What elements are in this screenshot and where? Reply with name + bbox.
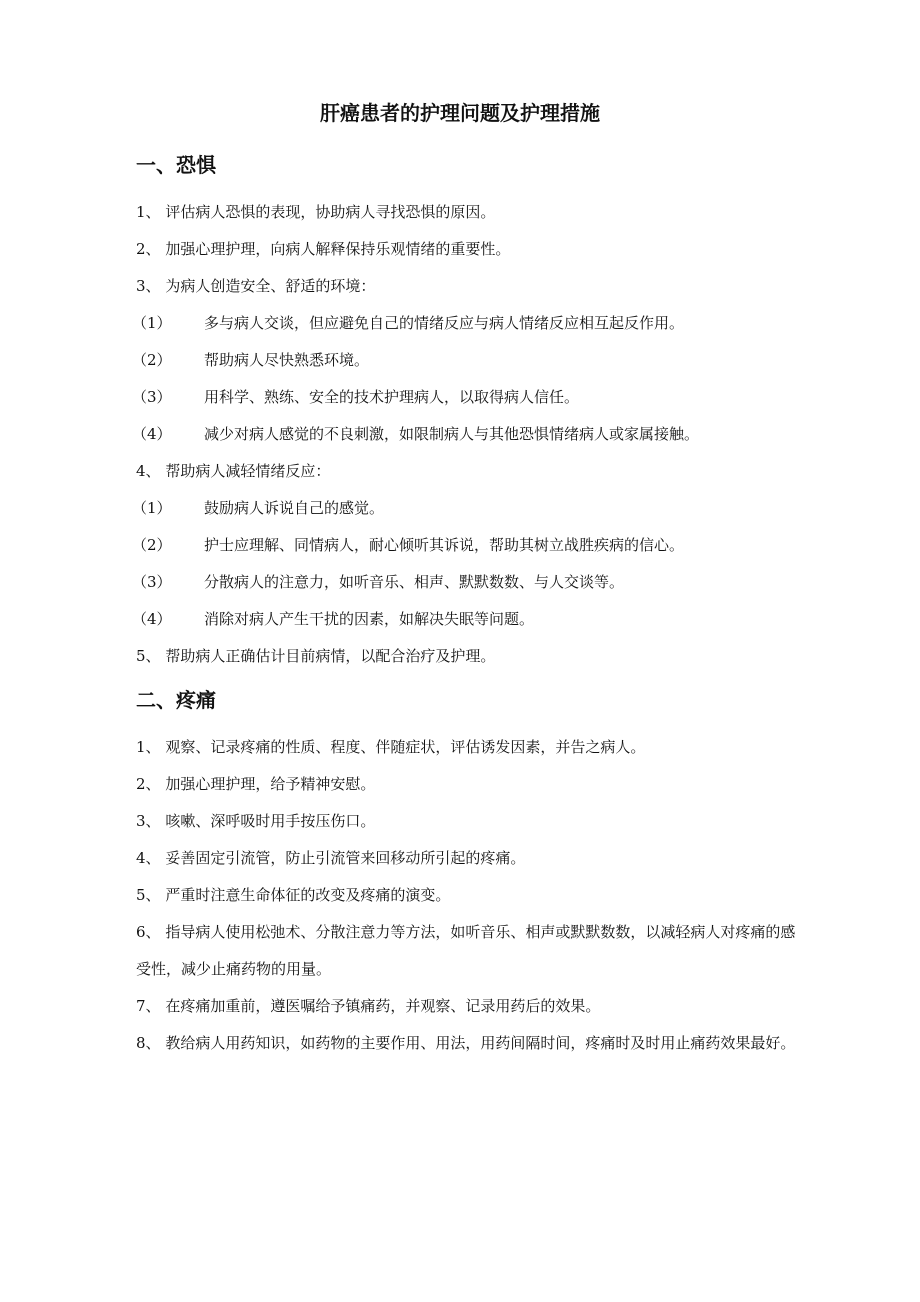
list-item [136,914,800,988]
item-number: 2、 [136,775,161,793]
item-number: 3、 [136,812,161,830]
item-number: 7、 [136,997,161,1015]
sub-item-number: （1） [132,314,172,332]
list-item [136,638,800,675]
list-item [136,1025,800,1062]
list-item [136,268,800,305]
sub-item-text: 帮助病人尽快熟悉环境。 [204,351,370,369]
sub-item-text: 分散病人的注意力，如听音乐、相声、默默数数、与人交谈等。 [204,573,625,591]
item-number: 1、 [136,203,161,221]
sub-item-text: 用科学、熟练、安全的技术护理病人，以取得病人信任。 [204,388,580,406]
item-text: 帮助病人正确估计目前病情，以配合治疗及护理。 [165,647,496,665]
list-item [136,840,800,877]
sub-item-number: （3） [132,388,172,406]
sub-item-text: 多与病人交谈，但应避免自己的情绪反应与病人情绪反应相互起反作用。 [204,314,685,332]
sub-list-item [132,305,800,342]
sub-list-item [132,527,800,564]
section-pain [136,685,800,1062]
item-text: 妥善固定引流管，防止引流管来回移动所引起的疼痛。 [165,849,526,867]
sub-item-number: （4） [132,425,172,443]
sub-item-number: （4） [132,610,172,628]
sub-item-number: （2） [132,351,172,369]
section-heading: 二、疼痛 [136,688,216,712]
list-item [136,988,800,1025]
list-item [136,194,800,231]
sub-item-text: 护士应理解、同情病人，耐心倾听其诉说，帮助其树立战胜疾病的信心。 [204,536,685,554]
item-number: 5、 [136,886,161,904]
sub-list-item [132,490,800,527]
document-title: 肝癌患者的护理问题及护理措施 [320,101,600,125]
list-item [136,803,800,840]
item-text: 严重时注意生命体征的改变及疼痛的演变。 [165,886,451,904]
sub-item-number: （2） [132,536,172,554]
sub-item-text: 鼓励病人诉说自己的感觉。 [204,499,385,517]
sub-list-item [132,416,800,453]
sub-item-number: （3） [132,573,172,591]
item-text: 加强心理护理，向病人解释保持乐观情绪的重要性。 [165,240,511,258]
item-text: 评估病人恐惧的表现，协助病人寻找恐惧的原因。 [165,203,496,221]
sub-list-item [132,564,800,601]
item-text: 加强心理护理，给予精神安慰。 [165,775,376,793]
list-item [136,231,800,268]
item-number: 4、 [136,462,161,480]
item-number: 2、 [136,240,161,258]
section-heading: 一、恐惧 [136,153,216,177]
item-number: 1、 [136,738,161,756]
list-item [136,766,800,803]
sub-item-number: （1） [132,499,172,517]
list-item [136,877,800,914]
item-text: 观察、记录疼痛的性质、程度、伴随症状，评估诱发因素，并告之病人。 [165,738,646,756]
sub-list-item [132,601,800,638]
sub-list-item [132,342,800,379]
item-text: 在疼痛加重前，遵医嘱给予镇痛药，并观察、记录用药后的效果。 [165,997,601,1015]
sub-item-text: 减少对病人感觉的不良刺激，如限制病人与其他恐惧情绪病人或家属接触。 [204,425,700,443]
item-number: 6、 [136,923,161,941]
sub-item-text: 消除对病人产生干扰的因素，如解决失眠等问题。 [204,610,535,628]
item-text: 咳嗽、深呼吸时用手按压伤口。 [165,812,376,830]
sub-list-item [132,379,800,416]
item-number: 8、 [136,1034,161,1052]
item-text: 指导病人使用松弛术、分散注意力等方法，如听音乐、相声或默默数数，以减轻病人对疼痛的感受性，减少止痛药物的用量。 [136,923,796,978]
item-number: 4、 [136,849,161,867]
list-item [136,453,800,490]
item-text: 教给病人用药知识，如药物的主要作用、用法，用药间隔时间，疼痛时及时用止痛药效果最好。 [165,1034,796,1052]
list-item [136,729,800,766]
item-text: 帮助病人减轻情绪反应： [165,462,331,480]
item-text: 为病人创造安全、舒适的环境： [165,277,376,295]
section-fear [132,150,800,675]
item-number: 5、 [136,647,161,665]
item-number: 3、 [136,277,161,295]
